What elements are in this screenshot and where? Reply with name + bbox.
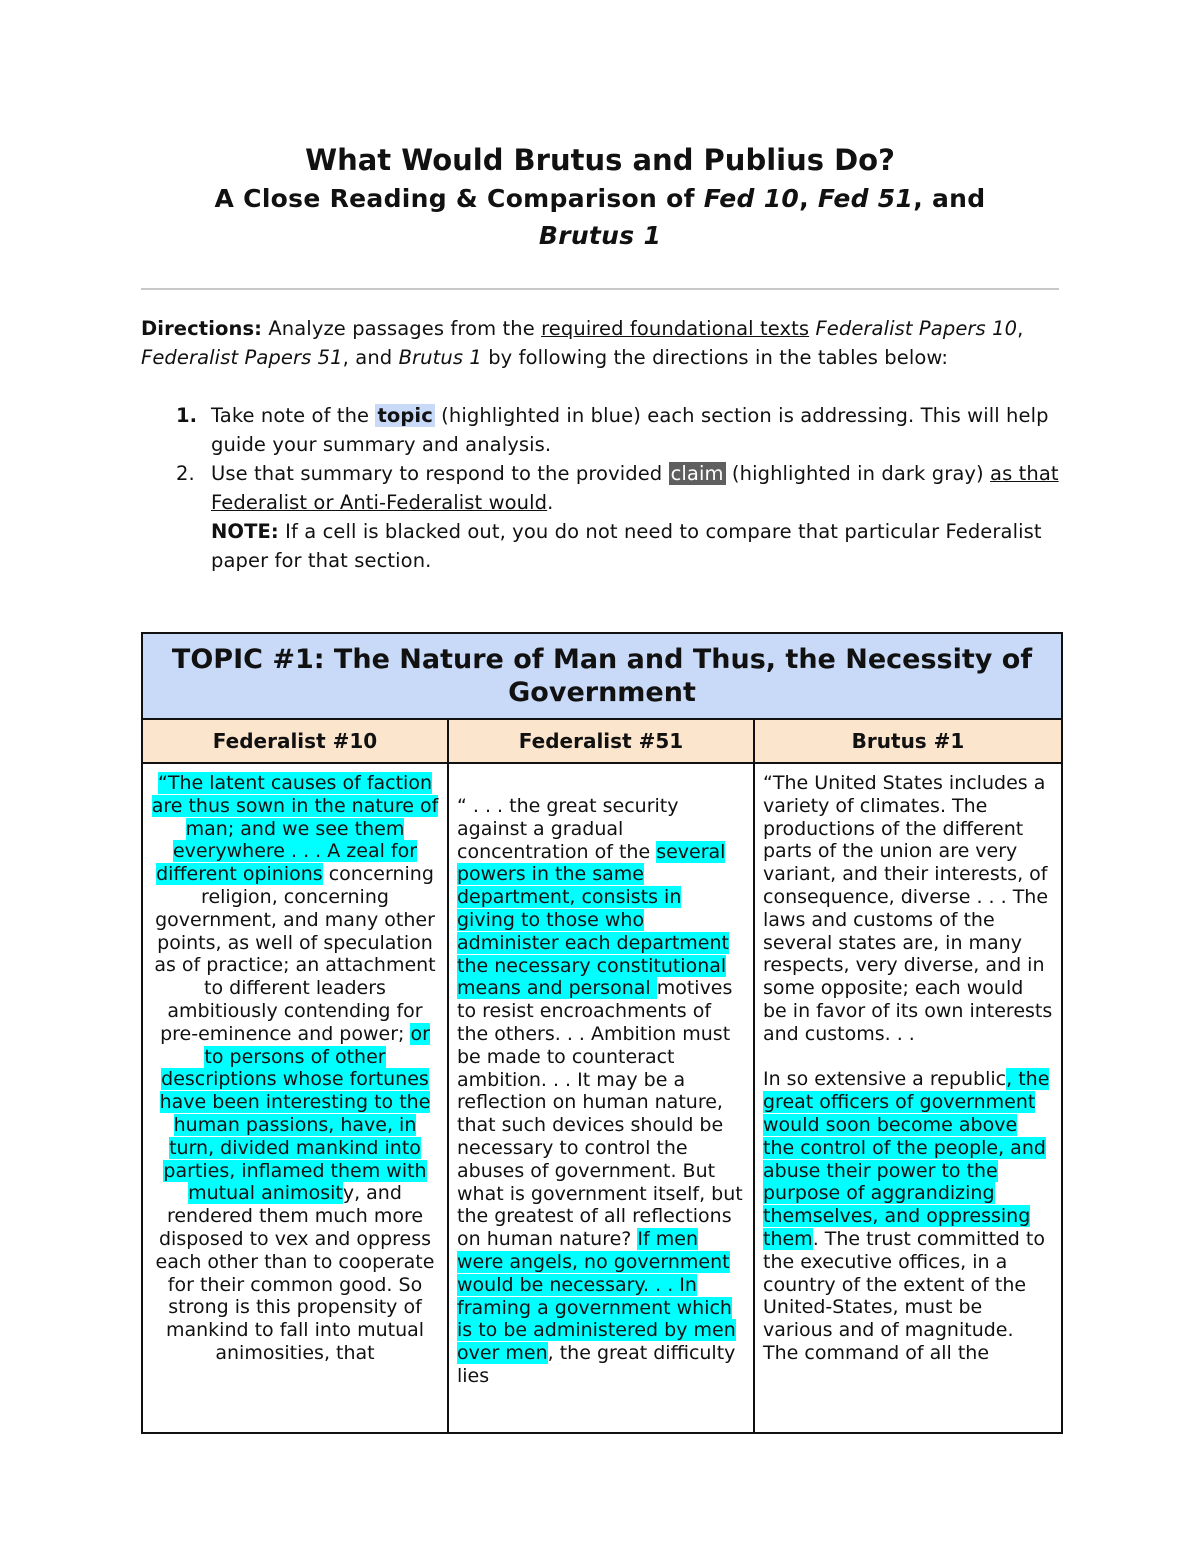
- passage-text: In so extensive a republic: [763, 1068, 1007, 1091]
- directions-comma: ,: [1017, 317, 1024, 340]
- step-text: Use that summary to respond to the provided: [211, 462, 669, 485]
- step-text-after: (highlighted in dark gray): [725, 462, 991, 485]
- directions-fed10: Federalist Papers 10: [815, 317, 1018, 340]
- column-header-brutus: Brutus #1: [754, 719, 1062, 763]
- directions-and: , and: [342, 346, 399, 369]
- step-text-after: (highlighted in blue) each section is addressing. This will help guide your summary and analysis.: [211, 404, 1049, 456]
- step-text: Take note of the: [211, 404, 376, 427]
- passage-text: concerning religion, concerning government, and many other points, as well of speculation as of practice; an attachment to different leaders ambitiously contending for pre-eminence and power;: [154, 863, 436, 1045]
- document-subtitle: [0, 180, 1200, 254]
- directions-paragraph: [141, 314, 1059, 372]
- passage-paragraph: [763, 1068, 1053, 1364]
- passage-text: . The trust committed to the executive offices, in a country of the extent of the United-States, must be various and of magnitude. The command of all the: [763, 1227, 1045, 1364]
- column-header-fed10: Federalist #10: [142, 719, 448, 763]
- subtitle-and: , and: [913, 184, 986, 213]
- brutus-passage-cell: [754, 763, 1062, 1433]
- topic-header: TOPIC #1: The Nature of Man and Thus, the Necessity of Government: [142, 633, 1062, 719]
- column-header-fed51: Federalist #51: [448, 719, 754, 763]
- claim-highlight: claim: [670, 462, 724, 485]
- step-number: 2.: [176, 462, 195, 485]
- subtitle-brutus: Brutus 1: [538, 221, 662, 250]
- step-item: [141, 459, 1059, 575]
- step-number: 1.: [176, 404, 198, 427]
- subtitle-prefix: A Close Reading & Comparison of: [214, 184, 704, 213]
- fed10-passage-cell: [142, 763, 448, 1433]
- steps-list: [141, 401, 1059, 575]
- subtitle-fed51: Fed 51: [817, 184, 914, 213]
- document-title-block: [0, 140, 1200, 254]
- directions-text: Analyze passages from the: [262, 317, 542, 340]
- document-title: What Would Brutus and Publius Do?: [305, 143, 895, 177]
- step-item: [141, 401, 1059, 459]
- required-texts-link: required foundational texts: [541, 317, 810, 340]
- directions-section: [141, 314, 1059, 575]
- horizontal-divider: [141, 288, 1059, 290]
- fed51-passage-cell: [448, 763, 754, 1433]
- directions-brutus: Brutus 1: [398, 346, 482, 369]
- directions-text-end: by following the directions in the tables below:: [481, 346, 949, 369]
- highlight-passage: or to persons of other descriptions whose fortunes have been interesting to the human passions, have, in turn, divided mankind into parties, inflamed them with mutual animosit: [159, 1022, 431, 1205]
- passage-paragraph: “The United States includes a variety of climates. The productions of the different parts of the union are very variant, and their interests, of consequence, diverse . . . The laws and customs of the several states are, in many respects, very diverse, and in some opposite; each would be in favor of its own interests and customs. . .: [763, 772, 1053, 1045]
- federalist-underline: as that Federalist or Anti-Federalist would: [211, 462, 1059, 514]
- note-label: NOTE:: [211, 520, 279, 543]
- passage-text: y, and rendered them much more disposed to vex and oppress each other than to cooperate for their common good. So strong is this propensity of mankind to fall into mutual animosities, that: [155, 1182, 435, 1364]
- passage-text: motives to resist encroachments of the others. . . Ambition must be made to counteract ambition. . . It may be a reflection on human nature, that such devices should be necessary to control the abuses of government. But what is government itself, but the greatest of all reflections on human nature?: [457, 977, 743, 1251]
- subtitle-fed10: Fed 10: [703, 184, 800, 213]
- topic-highlight: topic: [377, 404, 433, 427]
- topic-table: [141, 632, 1063, 1434]
- note-text: If a cell is blacked out, you do not need to compare that particular Federalist paper for that section.: [211, 520, 1042, 572]
- subtitle-comma: ,: [799, 184, 818, 213]
- highlight-passage: , the great officers of government would soon become above the control of the people, and abuse their power to the purpose of aggrandizing themselves, and oppressing them: [763, 1068, 1050, 1250]
- passage-text: , the great difficulty lies: [457, 1342, 736, 1387]
- passage-text: “ . . . the great security against a gradual concentration of the: [457, 795, 679, 863]
- step-text-end: .: [547, 491, 554, 514]
- directions-label: Directions:: [141, 317, 263, 340]
- highlight-passage: “The latent causes of faction are thus sown in the nature of man; and we see them everywhere . . . A zeal for different opinions: [151, 772, 439, 886]
- directions-fed51: Federalist Papers 51: [141, 346, 343, 369]
- highlight-passage: several powers in the same department, consists in giving to those who administer each department the necessary constitutional means and personal: [457, 840, 729, 1000]
- highlight-passage: If men were angels, no government would be necessary. . . In framing a government which is to be administered by men over men: [457, 1228, 736, 1365]
